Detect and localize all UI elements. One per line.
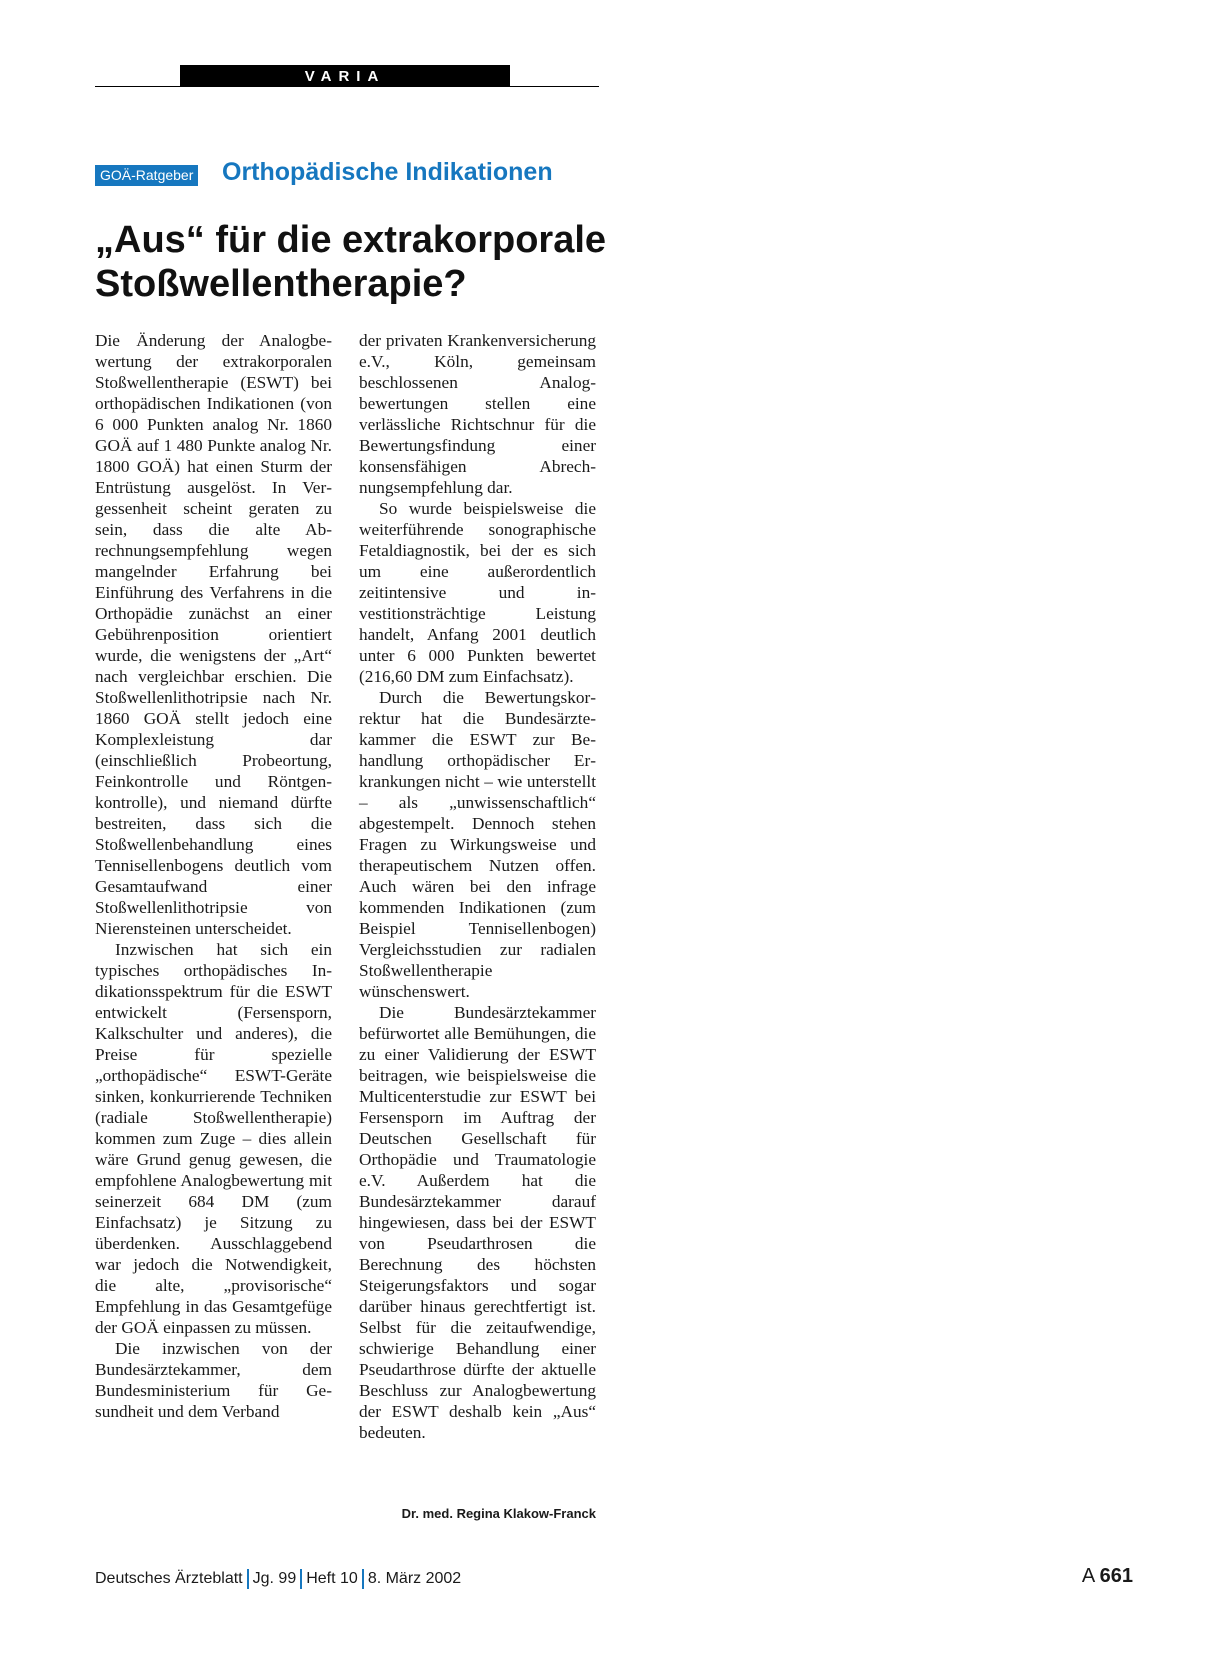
section-header-bar xyxy=(180,65,510,87)
header-rule-left xyxy=(95,86,180,87)
paragraph: Die Bundesärztekammer befürwortet alle Bemühungen, die zu einer Validierung der ESWT beitragen, wie beispielsweise die Multicenterstudie zur ESWT bei Fersensporn im Auftrag der Deutschen Gesellschaft für Orthopädie und Traumatologie e.V. Außerdem hat die Bundesärztekammer darauf hingewiesen, dass bei der ESWT von Pseudarthrosen die Berechnung des höchsten Steigerungsfaktors und sogar darüber hinaus gerechtfertigt ist. Selbst für die zeitaufwendige, schwierige Behandlung einer Pseudarthrose dürfte der aktuelle Beschluss zur Analogbewertung der ESWT deshalb kein „Aus“ bedeuten. xyxy=(359,1003,596,1442)
page-number-value: 661 xyxy=(1099,1565,1133,1587)
headline-line-1: „Aus“ für die extrakorporale xyxy=(95,219,607,261)
footer-separator xyxy=(362,1569,364,1589)
paragraph: So wurde beispielsweise die weiterführende sonographische Fetaldiagnostik, bei der es sich um eine außerordentlich zeitintensive und investitionsträchtige Leistung handelt, Anfang 2001 deutlich unter 6 000 Punkten bewertet (216,60 DM zum Einfachsatz). xyxy=(359,499,596,686)
journal-name: Deutsches Ärzteblatt xyxy=(95,1570,243,1587)
header-rule-right xyxy=(510,86,599,87)
footer-separator xyxy=(247,1569,249,1589)
kicker-badge: GOÄ-Ratgeber xyxy=(95,165,198,186)
paragraph: Die Änderung der Analogbewertung der extrakorporalen Stoßwellentherapie (ESWT) bei orthopädischen Indikationen (von 6 000 Punkten analog Nr. 1860 GOÄ auf 1 480 Punkte analog Nr. 1800 GOÄ) hat einen Sturm der Entrüstung ausgelöst. In Vergessenheit scheint geraten zu sein, dass die alte Abrechnungsempfehlung wegen mangelnder Erfahrung bei Einführung des Verfahrens in die Orthopädie zunächst an einer Gebührenposition orientiert wurde, die wenigstens der „Art“ nach vergleichbar erschien. Die Stoßwellenlithotripsie nach Nr. 1860 GOÄ stellt jedoch eine Komplexleistung dar (einschließlich Probeortung, Feinkontrolle und Röntgenkontrolle), und niemand dürfte bestreiten, dass sich die Stoßwellenbehandlung eines Tennisellenbogens deutlich vom Gesamtaufwand einer Stoßwellenlithotripsie von Nierensteinen unterscheidet. xyxy=(95,331,332,938)
page-footer xyxy=(95,1569,461,1589)
footer-separator xyxy=(300,1569,302,1589)
article-column-left xyxy=(95,330,332,1422)
article-headline xyxy=(95,218,655,306)
author-signature: Dr. med. Regina Klakow-Franck xyxy=(401,1506,596,1521)
journal-date: 8. März 2002 xyxy=(367,1570,462,1587)
paragraph: der privaten Krankenversicherung e.V., Köln, gemeinsam beschlossenen Analogbewertungen stellen eine verlässliche Richtschnur für die Bewertungsfindung einer konsensfähigen Abrechnungsempfehlung dar. xyxy=(359,331,596,497)
paragraph: Inzwischen hat sich ein typisches orthopädisches Indikationsspektrum für die ESWT entwickelt (Fersensporn, Kalkschulter und anderes), die Preise für spezielle „orthopädische“ ESWT-Geräte sinken, konkurrierende Techniken (radiale Stoßwellentherapie) kommen zum Zuge – dies allein wäre Grund genug gewesen, die empfohlene Analogbewertung mit seinerzeit 684 DM (zum Einfachsatz) je Sitzung zu überdenken. Ausschlaggebend war jedoch die Notwendigkeit, die alte, „provisorische“ Empfehlung in das Gesamtgefüge der GOÄ einpassen zu müssen. xyxy=(95,940,332,1337)
headline-line-2: Stoßwellentherapie? xyxy=(95,263,467,305)
paragraph: Die inzwischen von der Bundesärztekammer, dem Bundesministerium für Gesundheit und dem Verband xyxy=(95,1339,332,1421)
journal-issue: Heft 10 xyxy=(306,1570,358,1587)
kicker-title: Orthopädische Indikationen xyxy=(222,158,553,186)
page-number xyxy=(1082,1565,1133,1588)
journal-volume: Jg. 99 xyxy=(252,1570,297,1587)
article-column-right xyxy=(359,330,596,1443)
page-prefix: A xyxy=(1081,1565,1095,1587)
paragraph: Durch die Bewertungskorrektur hat die Bundesärztekammer die ESWT zur Behandlung orthopädischer Erkrankungen nicht – wie unterstellt – als „unwissenschaftlich“ abgestempelt. Dennoch stehen Fragen zu Wirkungsweise und therapeutischem Nutzen offen. Auch wären bei den infrage kommenden Indikationen (zum Beispiel Tennisellenbogen) Vergleichsstudien zur radialen Stoßwellentherapie wünschenswert. xyxy=(359,688,596,1001)
section-label: VARIA xyxy=(304,67,386,85)
